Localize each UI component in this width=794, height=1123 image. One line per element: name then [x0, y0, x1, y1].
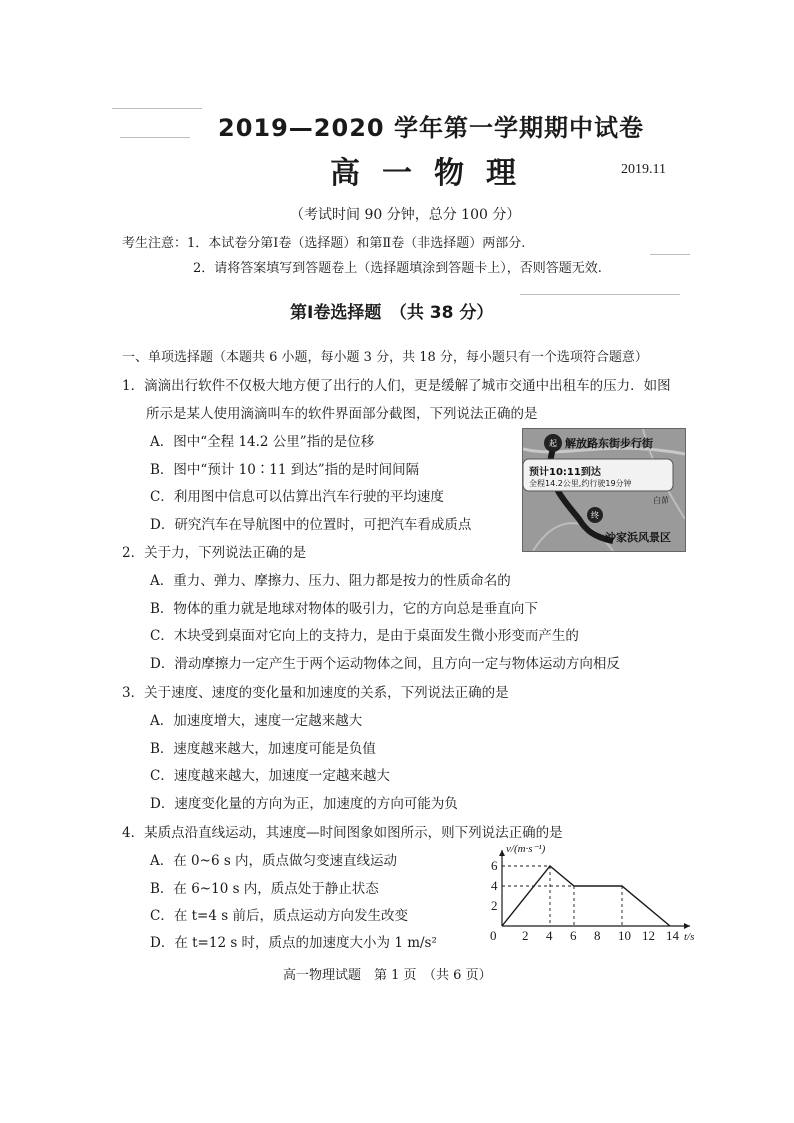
- question-4-line-1: 4．某质点沿直线运动，其速度—时间图象如图所示，则下列说法正确的是: [122, 825, 563, 841]
- x-axis-label: t/s: [684, 931, 695, 943]
- x-tick-label: 14: [666, 928, 679, 943]
- map-start-marker: 起: [549, 439, 557, 448]
- question-1-option-a: A．图中“全程 14.2 公里”指的是位移: [150, 434, 375, 450]
- notice-line-1: 考生注意：1．本试卷分第Ⅰ卷（选择题）和第Ⅱ卷（非选择题）两部分.: [122, 236, 526, 251]
- x-tick-label: 6: [570, 928, 577, 943]
- subject-title: 高一物理: [330, 156, 538, 191]
- question-3-line-1: 3．关于速度、速度的变化量和加速度的关系，下列说法正确的是: [122, 685, 509, 701]
- scan-noise: [120, 137, 190, 138]
- question-3-option-c: C．速度越来越大，加速度一定越来越大: [150, 768, 390, 784]
- x-tick-label: 10: [618, 928, 631, 943]
- question-1-option-b: B．图中“预计 10∶11 到达”指的是时间间隔: [150, 462, 420, 478]
- scan-noise: [650, 254, 690, 255]
- exam-date: 2019.11: [621, 162, 666, 177]
- question-1-option-d: D．研究汽车在导航图中的位置时，可把汽车看成质点: [150, 517, 472, 533]
- question-2-line-1: 2．关于力，下列说法正确的是: [122, 545, 307, 561]
- map-distance: 全程14.2公里,约行驶19分钟: [529, 479, 632, 488]
- y-axis-label: v/(m·s⁻¹): [506, 843, 546, 855]
- y-tick-label: 4: [491, 878, 498, 893]
- part-heading: 一、单项选择题（本题共 6 小题，每小题 3 分，共 18 分，每小题只有一个选项符合题意）: [122, 350, 648, 365]
- x-tick-label: 4: [546, 928, 553, 943]
- velocity-series-line: [502, 866, 670, 926]
- question-3-option-d: D．速度变化量的方向为正，加速度的方向可能为负: [150, 796, 458, 812]
- question-2-option-b: B．物体的重力就是地球对物体的吸引力，它的方向总是垂直向下: [150, 601, 538, 617]
- question-4-option-b: B．在 6~10 s 内，质点处于静止状态: [150, 881, 379, 897]
- question-3-option-b: B．速度越来越大，加速度可能是负值: [150, 741, 376, 757]
- question-1-line-1: 1．滴滴出行软件不仅极大地方便了出行的人们，更是缓解了城市交通中出租车的压力．如图: [122, 378, 671, 394]
- exam-info: （考试时间 90 分钟，总分 100 分）: [290, 207, 521, 223]
- x-tick-label: 8: [594, 928, 601, 943]
- velocity-time-svg: [486, 842, 695, 943]
- map-street-label: 解放路东街步行街: [565, 437, 653, 450]
- x-axis-arrow: [684, 923, 690, 929]
- scan-noise: [520, 294, 680, 295]
- scan-noise: [112, 108, 202, 109]
- question-3-option-a: A．加速度增大，速度一定越来越大: [150, 713, 363, 729]
- notice-line-2: 2．请将答案填写到答题卷上（选择题填涂到答题卡上），否则答题无效.: [193, 261, 602, 276]
- question-4-option-a: A．在 0~6 s 内，质点做匀变速直线运动: [150, 853, 398, 869]
- question-1-line-2: 所示是某人使用滴滴叫车的软件界面部分截图，下列说法正确的是: [146, 406, 538, 422]
- ride-hailing-map: [522, 428, 686, 552]
- y-tick-label: 6: [491, 858, 498, 873]
- map-destination: 沙家浜风景区: [605, 531, 671, 544]
- map-side-label: 白茆: [653, 496, 669, 505]
- question-4-option-d: D．在 t=12 s 时，质点的加速度大小为 1 m/s²: [150, 935, 437, 951]
- map-end-marker: 终: [591, 511, 599, 520]
- question-2-option-a: A．重力、弹力、摩擦力、压力、阻力都是按力的性质命名的: [150, 573, 511, 589]
- x-tick-label: 0: [490, 928, 497, 943]
- question-2-option-c: C．木块受到桌面对它向上的支持力，是由于桌面发生微小形变而产生的: [150, 628, 579, 644]
- x-tick-label: 2: [522, 928, 529, 943]
- question-2-option-d: D．滑动摩擦力一定产生于两个运动物体之间，且方向一定与物体运动方向相反: [150, 656, 620, 672]
- section-title: 第Ⅰ卷选择题 （共 38 分）: [290, 303, 494, 323]
- velocity-time-graph: [486, 842, 695, 943]
- x-tick-label: 12: [642, 928, 655, 943]
- exam-title: 2019—2020 学年第一学期期中试卷: [218, 114, 644, 142]
- y-axis-arrow: [499, 850, 505, 856]
- page-footer: 高一物理试题 第 1 页 （共 6 页）: [283, 968, 492, 983]
- y-tick-label: 2: [491, 898, 498, 913]
- question-4-option-c: C．在 t=4 s 前后，质点运动方向发生改变: [150, 908, 408, 924]
- map-eta: 预计10:11到达: [529, 467, 601, 478]
- question-1-option-c: C．利用图中信息可以估算出汽车行驶的平均速度: [150, 489, 444, 505]
